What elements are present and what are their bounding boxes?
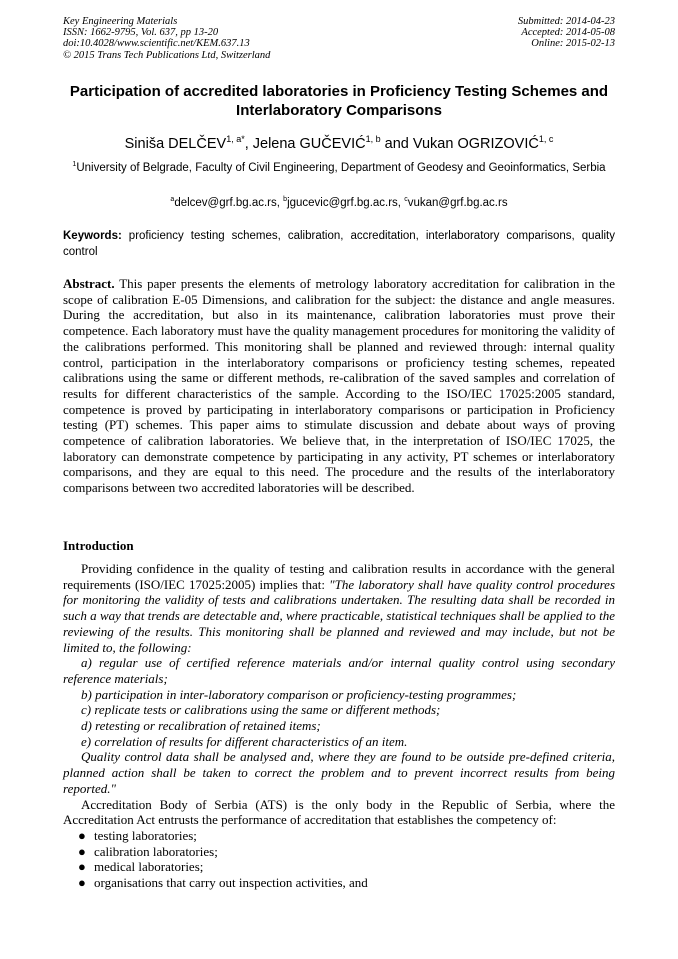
author-superscript: 1, b — [365, 134, 381, 144]
list-item-text: calibration laboratories; — [94, 843, 218, 859]
requirement-list-item: c) replicate tests or calibrations using the same or different methods; — [81, 702, 441, 718]
list-item-text: medical laboratories; — [94, 859, 204, 875]
author-superscript: 1, a* — [226, 134, 245, 144]
keywords-label: Keywords: — [63, 230, 122, 242]
list-item — [63, 875, 615, 891]
email-superscript: a — [170, 196, 175, 203]
list-item — [63, 828, 615, 844]
submitted-date: Submitted: 2014-04-23 — [517, 16, 615, 27]
author-emails — [40, 192, 638, 211]
quoted-requirement: "The laboratory shall have quality control procedures for monitoring the validity of tests and calibrations undertaken. The resulting data shall be recorded in such a way that trends are detectable and, where practicable, statistical techniques shall be applied to the reviewing of the results. This monitoring shall be planned and reviewed and may include, but not be limited to, the following: — [63, 576, 616, 655]
journal-copyright: © 2015 Trans Tech Publications Ltd, Switzerland — [63, 49, 271, 61]
list-item — [63, 859, 615, 875]
email-superscript: c — [404, 196, 408, 203]
intro-paragraph — [63, 561, 615, 655]
affiliation-superscript: 1 — [72, 161, 77, 168]
email-superscript: b — [283, 196, 288, 203]
author-superscript: 1, c — [538, 134, 554, 144]
email-link[interactable]: delcev@grf.bg.ac.rs, — [174, 196, 284, 209]
bullet-icon: ● — [78, 859, 86, 875]
journal-name: Key Engineering Materials — [63, 16, 178, 27]
online-date: Online: 2015-02-13 — [531, 38, 615, 50]
abstract-label: Abstract. — [63, 276, 115, 291]
intro-paragraph-text: Providing confidence in the quality of testing and calibration results in accordance with the general requirements (ISO/IEC 17025:2005) implies that: — [63, 561, 615, 592]
intro-paragraph: Accreditation Body of Serbia (ATS) is the only body in the Republic of Serbia, where the Accreditation Act entrusts the performance of accreditation that establishes the competency of: — [63, 796, 615, 828]
abstract-text: This paper presents the elements of metrology laboratory accreditation for calibration in the scope of calibration E-05 Dimensions, and calibration for the subject: the distance and angle measures. During the accreditation, but also in its maintenance, calibration laboratories must prove their competence. Each laboratory must have the quality management procedures for monitoring the validity of the calibrations performed. This monitoring shall be planned and reviewed through: internal quality control, participation in the interlaboratory comparisons or proficiency testing schemes, repeated calibrations using the same or different methods, re-calibration of the saved samples and correlation of results for different characteristics of the sample. According to the ISO/IEC 17025:2005 standard, competence is proved by participating in interlaboratory comparisons or participation in Proficiency testing (PT) schemes. This paper aims to stimulate discussion and debate about ways of proving competence of calibration laboratories. We believe that, in the interpretation of ISO/IEC 17025, the laboratory can demonstrate competence by participating in any activity, PT schemes or interlaboratory comparisons, and they are equal to this need. The procedure and the results of the interlaboratory comparisons between two accredited laboratories will be described. — [63, 276, 615, 496]
journal-header — [63, 16, 270, 61]
keywords-text: proficiency testing schemes, calibration, accreditation, interlaboratory comparisons, quality control — [63, 230, 615, 258]
accepted-date: Accepted: 2014-05-08 — [521, 27, 615, 39]
bullet-icon: ● — [78, 827, 86, 843]
list-item-text: organisations that carry out inspection activities, and — [94, 875, 368, 891]
affiliation — [63, 157, 615, 176]
abstract — [63, 276, 615, 496]
journal-issn: ISSN: 1662-9795, Vol. 637, pp 13-20 — [63, 27, 219, 39]
requirement-list-item: e) correlation of results for different characteristics of an item. — [81, 733, 408, 749]
email-link[interactable]: vukan@grf.bg.ac.rs — [407, 196, 508, 209]
section-heading-introduction: Introduction — [63, 538, 134, 553]
bullet-icon: ● — [78, 843, 86, 859]
paper-title: Participation of accredited laboratories in Proficiency Testing Schemes and Interlaboratory Comparisons — [69, 83, 609, 119]
bullet-icon: ● — [78, 875, 86, 891]
dates-header — [518, 16, 615, 50]
author-name: and Vukan OGRIZOVIĆ — [380, 135, 539, 152]
list-item — [63, 844, 615, 860]
introduction-body — [63, 561, 615, 891]
email-link[interactable]: jgucevic@grf.bg.ac.rs, — [287, 196, 405, 209]
affiliation-text: University of Belgrade, Faculty of Civil Engineering, Department of Geodesy and Geoinformatics, Serbia — [76, 161, 606, 174]
list-item-text: testing laboratories; — [94, 827, 197, 843]
competency-list — [63, 828, 615, 891]
journal-doi: doi:10.4028/www.scientific.net/KEM.637.13 — [63, 38, 250, 50]
requirement-list-item: b) participation in inter-laboratory comparison or proficiency-testing programmes; — [81, 686, 517, 702]
quoted-requirement-end: Quality control data shall be analysed and, where they are found to be outside pre-defined criteria, planned action shall be taken to correct the problem and to prevent incorrect results from being reported." — [63, 749, 615, 796]
author-separator: , — [244, 135, 249, 152]
requirement-list-item: d) retesting or recalibration of retained items; — [81, 718, 321, 734]
author-name: Siniša DELČEV — [124, 135, 227, 152]
author-list — [40, 130, 638, 153]
author-name: Jelena GUČEVIĆ — [248, 135, 366, 152]
keywords — [63, 229, 615, 260]
requirement-list-item: a) regular use of certified reference materials and/or internal quality control using secondary reference materials; — [63, 655, 615, 686]
